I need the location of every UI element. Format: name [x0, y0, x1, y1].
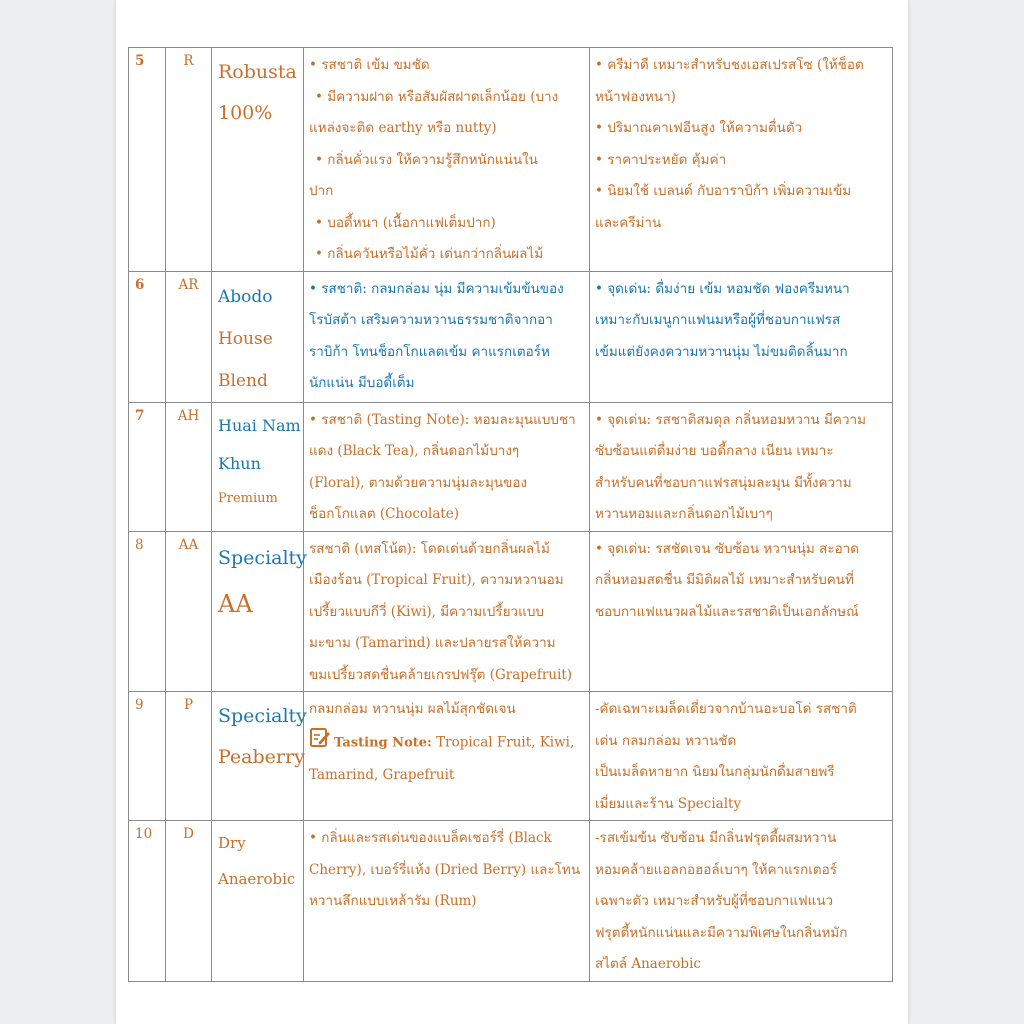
desc-line: ราบิก้า โทนช็อกโกแลตเข้ม คาแรกเตอร์ห [309, 343, 550, 360]
row-number: 6 [129, 271, 166, 402]
desc-line: เปรี้ยวแบบกีวี่ (Kiwi), มีความเปรี้ยวแบบ [309, 603, 544, 620]
note-line: • ราคาประหยัด คุ้มค่า [595, 151, 727, 168]
pencil-note-icon [309, 726, 331, 760]
taste-description [304, 821, 590, 982]
note-line: • จุดเด่น: ดื่มง่าย เข้ม หอมชัด ฟองครีมหนา [595, 280, 850, 297]
tasting-note-label: Tasting Note: [334, 735, 432, 750]
taste-description [304, 48, 590, 272]
desc-line: แหล่งจะติด earthy หรือ nutty) [309, 120, 497, 136]
desc-line: ขมเปรี้ยวสดชื่นคล้ายเกรปฟรุ๊ต (Grapefruit) [309, 666, 573, 683]
desc-line: โรบัสต้า เสริมความหวานธรรมชาติจากอา [309, 312, 553, 328]
desc-line: • กลิ่นคั่วแรง ให้ความรู้สึกหนักแน่นใน [315, 151, 538, 168]
bean-name-line: Blend [218, 370, 268, 391]
desc-line: • รสชาติ (Tasting Note): หอมละมุนแบบชา [309, 411, 576, 428]
note-line: • ปริมาณคาเฟอีนสูง ให้ความตื่นตัว [595, 120, 803, 136]
table-row [129, 531, 893, 692]
coffee-bean-table [128, 47, 893, 982]
note-line: -รสเข้มข้น ซับซ้อน มีกลิ่นฟรุตตี้ผสมหวาน [595, 830, 837, 846]
note-line: สำหรับคนที่ชอบกาแฟรสนุ่มละมุน มีทั้งความ [595, 474, 852, 491]
bean-name-line: Premium [218, 490, 278, 506]
note-line: เหมาะกับเมนูกาแฟนมหรือผู้ที่ชอบกาแฟรส [595, 312, 841, 328]
highlight-note [590, 692, 893, 821]
table-row [129, 692, 893, 821]
row-number: 5 [129, 48, 166, 272]
highlight-note [590, 531, 893, 692]
bean-name [212, 271, 304, 402]
note-line: หอมคล้ายแอลกอฮอล์เบาๆ ให้คาแรกเตอร์ [595, 861, 837, 878]
bean-code: R [166, 48, 212, 272]
bean-name-line: Dry [218, 834, 246, 852]
note-line: กลิ่นหอมสดชื่น มีมิติผลไม้ เหมาะสำหรับคนที่ [595, 572, 854, 588]
note-line: เป็นเมล็ดหายาก นิยมในกลุ่มนักดื่มสายพรี [595, 764, 835, 780]
bean-name [212, 821, 304, 982]
bean-code: AH [166, 402, 212, 531]
note-line: เข้มแต่ยังคงความหวานนุ่ม ไม่ขมติดลิ้นมาก [595, 343, 848, 360]
bean-name-line: Specialty [218, 705, 307, 727]
document-page [116, 0, 908, 1024]
taste-description [304, 271, 590, 402]
row-number: 10 [129, 821, 166, 982]
desc-line: หวานลึกแบบเหล้ารัม (Rum) [309, 893, 477, 909]
note-line: หวานหอมและกลิ่นดอกไม้เบาๆ [595, 506, 773, 522]
note-line: และครีม่าน [595, 214, 662, 231]
bean-name-line: House [218, 328, 273, 349]
bean-code: AA [166, 531, 212, 692]
desc-line: • บอดี้หนา (เนื้อกาแฟเต็มปาก) [315, 214, 496, 231]
bean-name-line: Khun [218, 453, 261, 473]
bean-name-line: Huai Nam [218, 415, 301, 435]
highlight-note [590, 821, 893, 982]
desc-line: • มีความฝาด หรือสัมผัสฝาดเล็กน้อย (บาง [315, 88, 559, 105]
tasting-note-line [309, 726, 585, 760]
row-number: 8 [129, 531, 166, 692]
bean-name-line: 100% [218, 102, 273, 124]
desc-line: มะขาม (Tamarind) และปลายรสให้ความ [309, 635, 556, 651]
bean-code: P [166, 692, 212, 821]
taste-description [304, 402, 590, 531]
bean-name [212, 48, 304, 272]
table-row [129, 271, 893, 402]
desc-line: • รสชาติ: กลมกล่อม นุ่ม มีความเข้มข้นของ [309, 280, 564, 297]
desc-line: Tamarind, Grapefruit [309, 766, 455, 783]
note-line: สไตล์ Anaerobic [595, 956, 701, 972]
bean-name-line: Peaberry [218, 746, 305, 768]
bean-name [212, 692, 307, 821]
table-row [129, 48, 893, 272]
row-number: 7 [129, 402, 166, 531]
desc-line: • รสชาติ เข้ม ขมชัด [309, 57, 430, 73]
row-number: 9 [129, 692, 166, 821]
taste-description [304, 692, 590, 821]
bean-name-line: AA [218, 589, 253, 618]
note-line: เมี่ยมและร้าน Specialty [595, 795, 742, 812]
highlight-note [590, 402, 893, 531]
bean-code: D [166, 821, 212, 982]
note-line: • จุดเด่น: รสชัดเจน ซับซ้อน หวานนุ่ม สะอาด [595, 540, 860, 557]
note-line: เฉพาะตัว เหมาะสำหรับผู้ที่ชอบกาแฟแนว [595, 893, 834, 909]
desc-line: ช็อกโกแลต (Chocolate) [309, 506, 460, 522]
desc-line: • กลิ่นควันหรือไม้คั่ว เด่นกว่ากลิ่นผลไม้ [315, 246, 544, 262]
bean-code: AR [166, 271, 212, 402]
note-line: • ครีม่าดี เหมาะสำหรับชงเอสเปรสโซ (ให้ช็อต [595, 57, 864, 73]
note-line: ซับซ้อนแต่ดื่มง่าย บอดี้กลาง เนียน เหมาะ [595, 443, 834, 459]
note-line: • นิยมใช้ เบลนด์ กับอาราบิก้า เพิ่มความเข้ม [595, 183, 852, 199]
bean-name [212, 402, 304, 531]
bean-name-line: Specialty [218, 546, 307, 569]
desc-line: ปาก [309, 183, 334, 199]
bean-name [212, 531, 307, 692]
bean-name-line: Anaerobic [218, 870, 296, 888]
tasting-note-value: Tropical Fruit, Kiwi, [436, 734, 575, 750]
note-line: เด่น กลมกล่อม หวานชัด [595, 732, 737, 749]
highlight-note [590, 48, 893, 272]
desc-line: นักแน่น มีบอดี้เต็ม [309, 375, 415, 391]
table-row [129, 402, 893, 531]
bean-name-line: Robusta [218, 61, 297, 83]
note-line: หน้าฟองหนา) [595, 88, 676, 105]
desc-line: แดง (Black Tea), กลิ่นดอกไม้บางๆ [309, 443, 520, 459]
table-row [129, 821, 893, 982]
highlight-note [590, 271, 893, 402]
desc-line: เมืองร้อน (Tropical Fruit), ความหวานอม [309, 572, 564, 588]
desc-line: กลมกล่อม หวานนุ่ม ผลไม้สุกชัดเจน [309, 701, 516, 717]
note-line: -คัดเฉพาะเมล็ดเดี่ยวจากบ้านอะบอโด่ รสชาติ [595, 701, 857, 717]
desc-line: (Floral), ตามด้วยความนุ่มละมุนของ [309, 474, 528, 491]
bean-name-line: Abodo [218, 286, 273, 307]
note-line: ฟรุตตี้หนักแน่นและมีความพิเศษในกลิ่นหมัก [595, 924, 848, 941]
desc-line: รสชาติ (เทสโน้ต): โดดเด่นด้วยกลิ่นผลไม้ [309, 540, 550, 557]
taste-description [304, 531, 590, 692]
note-line: • จุดเด่น: รสชาติสมดุล กลิ่นหอมหวาน มีความ [595, 411, 867, 428]
desc-line: Cherry), เบอร์รี่แห้ง (Dried Berry) และโทน [309, 861, 581, 878]
desc-line: • กลิ่นและรสเด่นของแบล็คเชอร์รี่ (Black [309, 830, 552, 846]
note-line: ชอบกาแฟแนวผลไม้และรสชาติเป็นเอกลักษณ์ [595, 603, 859, 620]
